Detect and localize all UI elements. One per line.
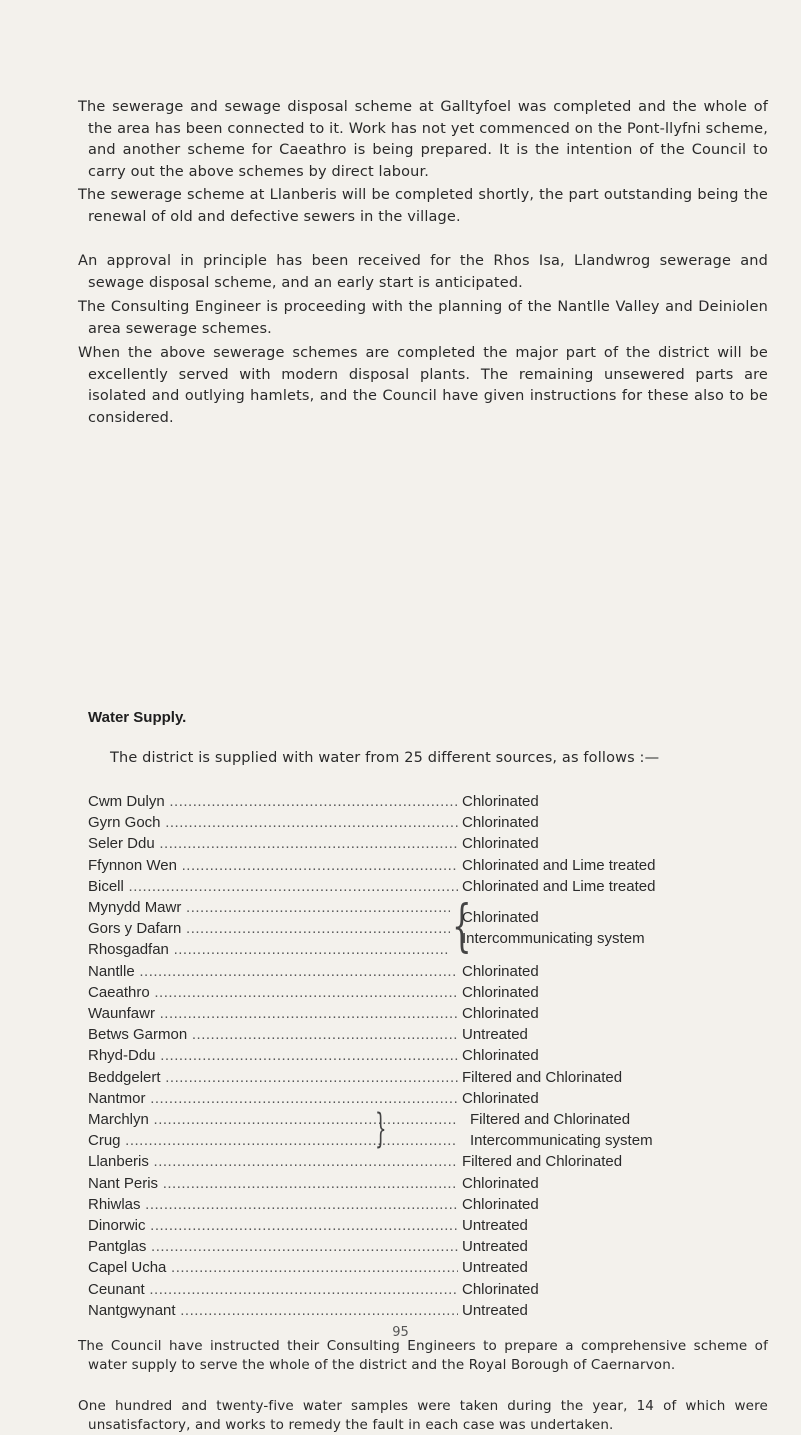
- source-name: Seler Ddu .....: [88, 835, 458, 852]
- source-row: [88, 1026, 768, 1048]
- source-treatment: Chlorinated: [462, 983, 539, 1001]
- source-treatment: Untreated: [462, 1238, 528, 1256]
- source-row: [88, 1153, 768, 1175]
- source-treatment: Chlorinated: [462, 793, 539, 810]
- source-treatment: Chlorinated: [462, 1047, 539, 1065]
- source-name: Nantmor .....: [88, 1090, 458, 1107]
- source-name: Nantgwynant .....: [88, 1302, 458, 1319]
- source-name: Nantlle .....: [88, 963, 458, 980]
- source-treatment: Filtered and Chlorinated: [470, 1111, 631, 1128]
- source-row: [88, 1111, 768, 1133]
- source-row: [88, 920, 768, 942]
- grouping-brace: }: [374, 1106, 387, 1152]
- source-treatment: Untreated: [462, 1217, 528, 1234]
- source-treatment: Untreated: [462, 1301, 528, 1319]
- source-row: [88, 1217, 768, 1239]
- source-row: [88, 1196, 768, 1218]
- paragraph-completion: When the above sewerage schemes are completed the major part of the district will be excellently served with modern disposal plants. The remaining unsewered parts are isolated and outlying hamlets, and the Council have given instructions for these also to be considered.: [78, 345, 768, 426]
- source-row: [88, 1238, 768, 1260]
- source-treatment: Chlorinated: [462, 1174, 539, 1192]
- source-name: Gyrn Goch .....: [88, 814, 458, 831]
- source-row: [88, 899, 768, 921]
- source-name: Cwm Dulyn .....: [88, 793, 458, 810]
- source-treatment: Untreated: [462, 1026, 528, 1044]
- paragraph-galltyfoel: The sewerage and sewage disposal scheme at Galltyfoel was completed and the whole of the area has been connected to it. Work has not yet commenced on the Pont-llyfni scheme, and another scheme for Caeathro is being prepared. It is the intention of the Council to carry out the above schemes by direct labour.: [78, 99, 768, 180]
- source-row: [88, 1132, 768, 1154]
- source-row: [88, 984, 768, 1006]
- source-row: [88, 1069, 768, 1091]
- source-row: [88, 835, 768, 857]
- source-name: Capel Ucha .....: [88, 1259, 458, 1276]
- page-number: 95: [392, 1325, 409, 1340]
- paragraph-llanberis: The sewerage scheme at Llanberis will be completed shortly, the part outstanding being the renewal of old and defective sewers in the village.: [78, 187, 768, 225]
- source-treatment: Chlorinated: [462, 814, 539, 832]
- source-treatment: Chlorinated: [462, 1195, 539, 1213]
- source-name: Rhosgadfan .....: [88, 941, 450, 958]
- paragraph-water-samples: One hundred and twenty-five water samples were taken during the year, 14 of which were unsatisfactory, and works to remedy the fault in each case was undertaken.: [78, 1398, 768, 1433]
- group-treatment-line2: Intercommunicating system: [462, 930, 645, 947]
- source-row: [88, 1302, 768, 1324]
- source-name: Crug .....: [88, 1132, 458, 1149]
- source-name: Gors y Dafarn .....: [88, 920, 450, 937]
- source-row: [88, 1047, 768, 1069]
- source-treatment: Chlorinated and Lime treated: [462, 856, 656, 874]
- source-name: Caeathro .....: [88, 984, 458, 1001]
- source-name: Rhiwlas .....: [88, 1196, 458, 1213]
- source-name: Dinorwic .....: [88, 1217, 458, 1234]
- water-supply-intro: The district is supplied with water from 25 different sources, as follows :—: [110, 750, 660, 766]
- source-row: [88, 1090, 768, 1112]
- paragraph-rhos-isa: An approval in principle has been received for the Rhos Isa, Llandwrog sewerage and sewage disposal scheme, and an early start is anticipated.: [78, 253, 768, 291]
- source-treatment: Filtered and Chlorinated: [462, 1068, 623, 1086]
- source-name: Ffynnon Wen .....: [88, 857, 458, 874]
- source-name: Marchlyn .....: [88, 1111, 458, 1128]
- paragraph-nantlle-valley: The Consulting Engineer is proceeding with the planning of the Nantlle Valley and Deiniolen area sewerage schemes.: [78, 299, 768, 337]
- source-row: [88, 1005, 768, 1027]
- source-treatment: Chlorinated: [462, 835, 539, 853]
- grouping-brace: {: [452, 894, 472, 959]
- source-treatment: Untreated: [462, 1259, 528, 1277]
- source-row: [88, 1175, 768, 1197]
- paragraph-comprehensive-scheme: The Council have instructed their Consulting Engineers to prepare a comprehensive scheme of water supply to serve the whole of the district and the Royal Borough of Caernarvon.: [78, 1338, 768, 1373]
- source-treatment: Chlorinated: [462, 1089, 539, 1107]
- source-treatment: Filtered and Chlorinated: [462, 1153, 623, 1171]
- source-treatment: Chlorinated: [462, 962, 539, 980]
- source-name: Mynydd Mawr .....: [88, 899, 450, 916]
- group-treatment-line1: Chlorinated: [462, 909, 539, 926]
- source-name: Rhyd-Ddu .....: [88, 1047, 458, 1064]
- source-name: Ceunant .....: [88, 1281, 458, 1298]
- source-name: Betws Garmon .....: [88, 1026, 458, 1043]
- source-row: [88, 1281, 768, 1303]
- source-row: [88, 793, 768, 815]
- source-name: Nant Peris .....: [88, 1175, 458, 1192]
- source-name: Beddgelert .....: [88, 1069, 458, 1086]
- source-row: [88, 814, 768, 836]
- source-row: [88, 878, 768, 900]
- source-name: Bicell .....: [88, 878, 458, 895]
- source-treatment: Intercommunicating system: [470, 1132, 653, 1150]
- source-name: Waunfawr .....: [88, 1005, 458, 1022]
- source-row: [88, 941, 768, 963]
- source-treatment: Chlorinated: [462, 1005, 539, 1022]
- source-row: [88, 857, 768, 879]
- source-treatment: Chlorinated: [462, 1280, 539, 1298]
- source-name: Llanberis .....: [88, 1153, 458, 1170]
- source-row: [88, 1259, 768, 1281]
- water-supply-heading: Water Supply.: [88, 709, 187, 726]
- source-row: [88, 963, 768, 985]
- source-name: Pantglas .....: [88, 1238, 458, 1255]
- source-treatment: Chlorinated and Lime treated: [462, 877, 656, 895]
